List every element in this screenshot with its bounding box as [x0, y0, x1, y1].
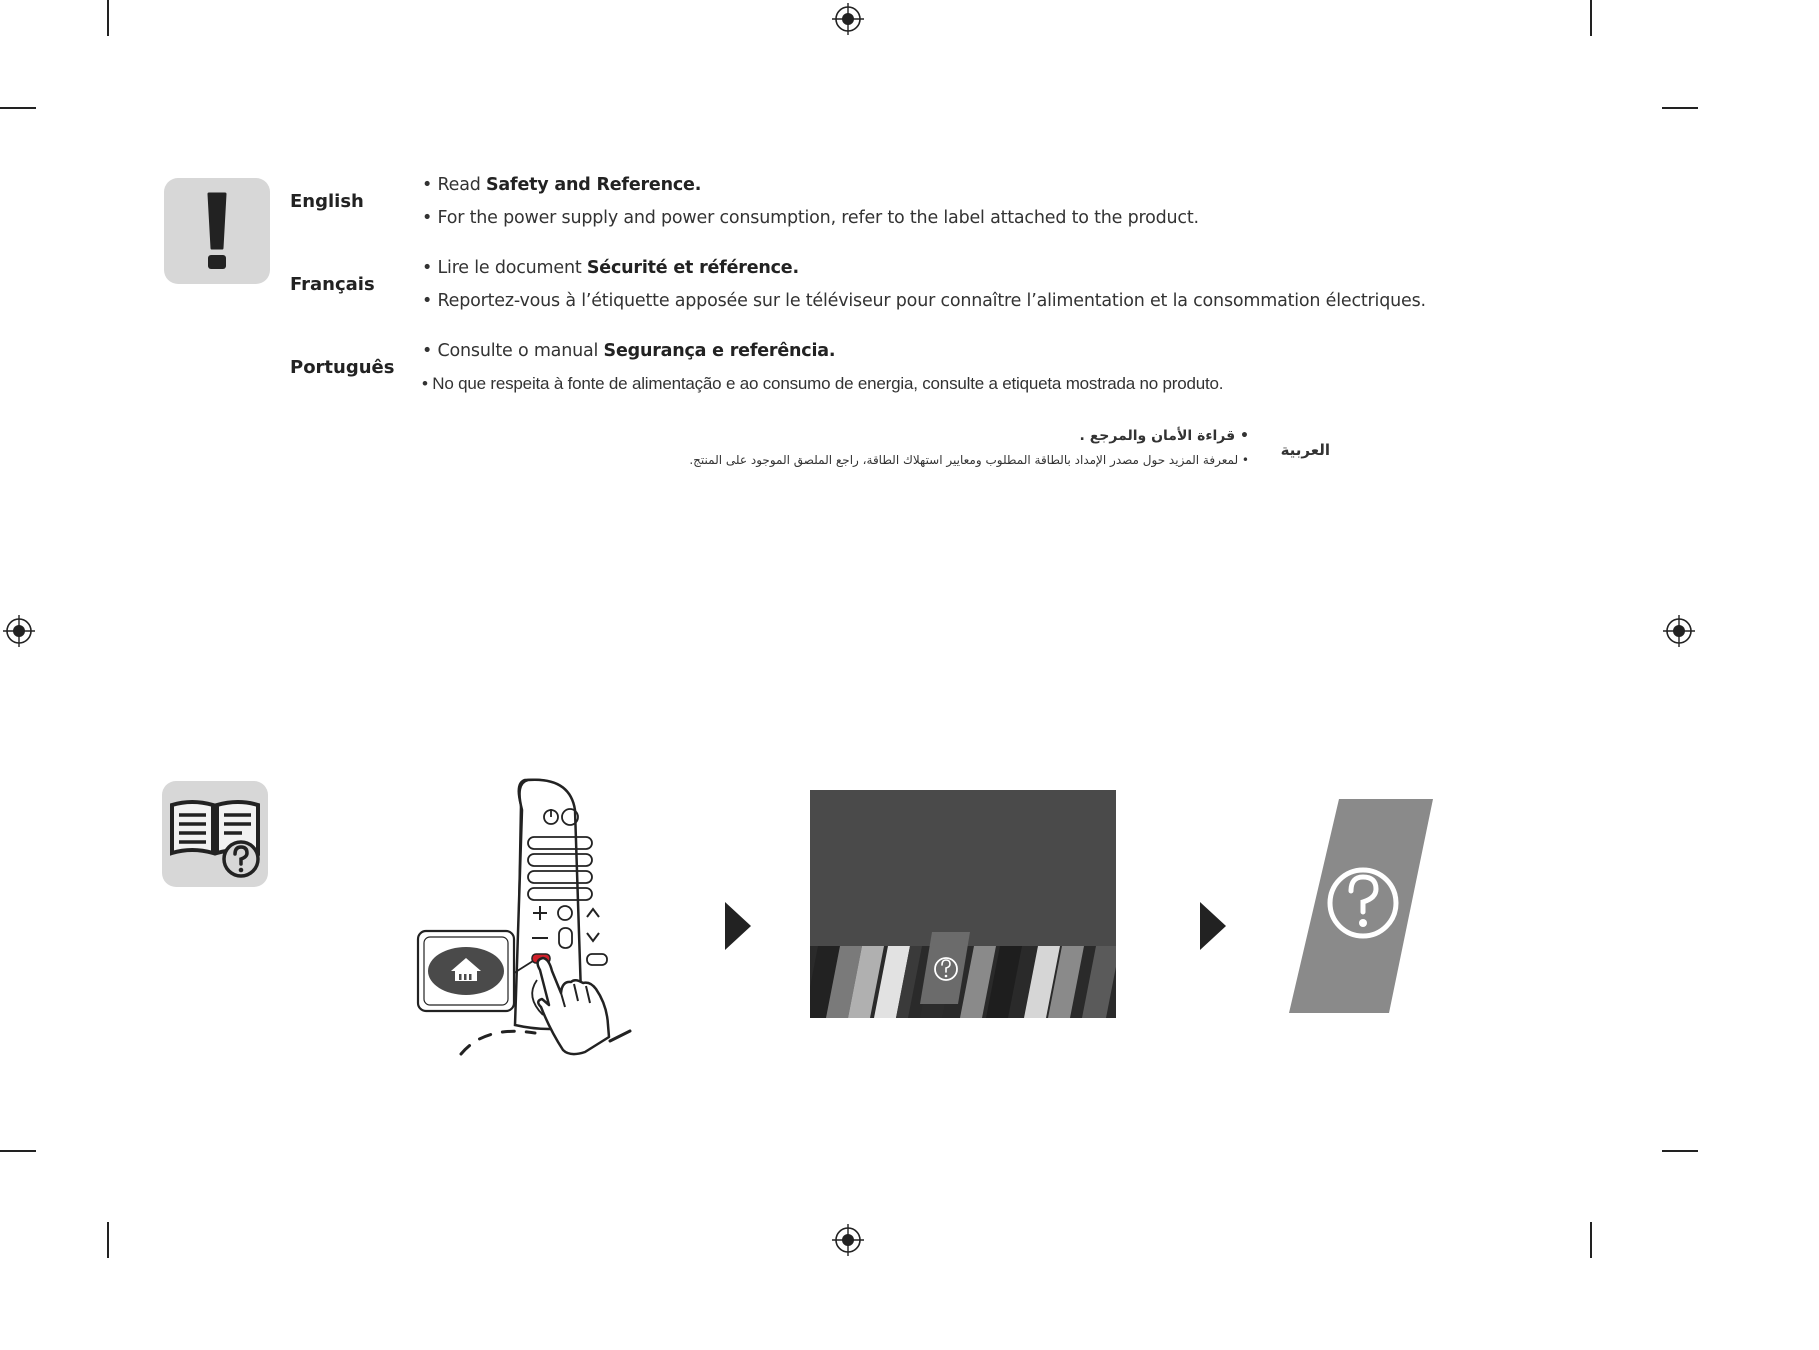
portuguese-line-2: • No que respeita à fonte de alimentação e ao consumo de energia, consulte a etiqueta mostrada no produto. — [422, 374, 1224, 393]
tv-screen — [810, 790, 1116, 1018]
registration-mark-top — [832, 3, 864, 35]
arrow-right-icon — [1200, 902, 1226, 950]
language-label-portuguese: Português — [290, 357, 395, 378]
arrow-right-icon — [725, 902, 751, 950]
crop-mark — [0, 107, 36, 109]
remote-control — [415, 775, 645, 1070]
french-line-2: • Reportez-vous à l’étiquette apposée sur le téléviseur pour connaître l’alimentation et la consommation électriques. — [422, 291, 1426, 311]
crop-mark — [1590, 0, 1592, 36]
crop-mark — [1662, 1150, 1698, 1152]
crop-mark — [1662, 107, 1698, 109]
registration-mark-bottom — [832, 1224, 864, 1256]
language-label-english: English — [290, 191, 364, 212]
crop-mark — [107, 0, 109, 36]
french-line-1: • Lire le document Sécurité et référence. — [422, 258, 799, 278]
language-label-french: Français — [290, 274, 375, 295]
crop-mark — [0, 1150, 36, 1152]
english-line-2: • For the power supply and power consumption, refer to the label attached to the product. — [422, 208, 1199, 228]
arabic-line-1: • قراءة الأمان والمرجع . — [1079, 428, 1249, 444]
arabic-line-2: • لمعرفة المزيد حول مصدر الإمداد بالطاقة المطلوب ومعايير استهلاك الطاقة، راجع الملصق الموجود على المنتج. — [689, 453, 1249, 467]
language-label-arabic: العربية — [1280, 441, 1330, 459]
warning-box — [164, 178, 270, 284]
manual-box — [162, 781, 268, 887]
crop-mark — [1590, 1222, 1592, 1258]
english-line-1: • Read Safety and Reference. — [422, 175, 702, 195]
registration-mark-left — [3, 615, 35, 647]
exclamation-icon — [164, 178, 270, 284]
registration-mark-right — [1663, 615, 1695, 647]
portuguese-line-1: • Consulte o manual Segurança e referência. — [422, 341, 836, 361]
book-help-icon — [162, 781, 268, 887]
crop-mark — [107, 1222, 109, 1258]
help-panel — [1285, 797, 1435, 1015]
